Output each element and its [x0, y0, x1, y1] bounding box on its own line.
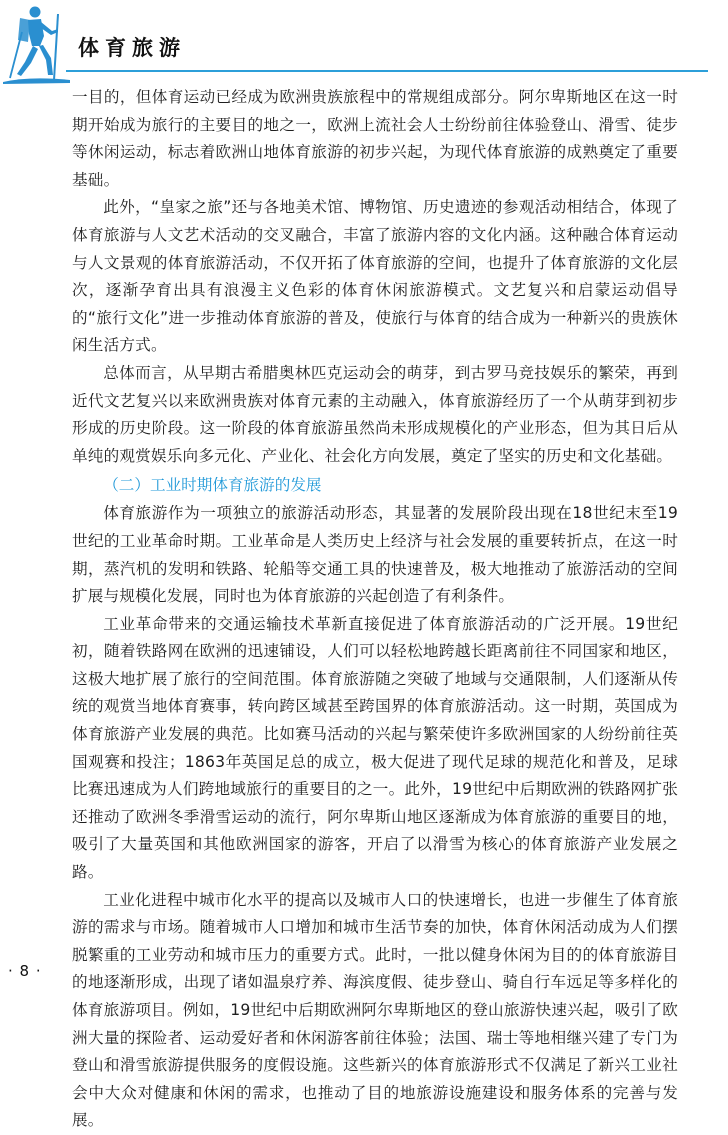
paragraph: 一目的，但体育运动已经成为欧洲贵族旅程中的常规组成部分。阿尔卑斯地区在这一时期开始成为旅行的主要目的地之一，欧洲上流社会人士纷纷前往体验登山、滑雪、徒步等休闲运动，标志着欧洲山地体育旅游的初步兴起，为现代体育旅游的成熟奠定了重要基础。 [72, 88, 678, 189]
header-title: 体育旅游 [78, 36, 186, 60]
page-content [72, 84, 678, 1135]
paragraph: 此外，“皇家之旅”还与各地美术馆、博物馆、历史遗迹的参观活动相结合，体现了体育旅游与人文艺术活动的交叉融合，丰富了旅游内容的文化内涵。这种融合体育运动与人文景观的体育旅游活动，不仅开拓了体育旅游的空间，也提升了体育旅游的文化层次，逐渐孕育出具有浪漫主义色彩的体育休闲旅游模式。文艺复兴和启蒙运动倡导的“旅行文化”进一步推动体育旅游的普及，使旅行与体育的结合成为一种新兴的贵族休闲生活方式。 [72, 198, 678, 355]
paragraph: 工业化进程中城市化水平的提高以及城市人口的快速增长，也进一步催生了体育旅游的需求与市场。随着城市人口增加和城市生活节奏的加快，体育休闲活动成为人们摆脱繁重的工业劳动和城市压力的重要方式。此时，一批以健身休闲为目的的体育旅游目的地逐渐形成，出现了诸如温泉疗养、海滨度假、徒步登山、骑自行车远足等多样化的体育旅游项目。例如，19世纪中后期欧洲阿尔卑斯地区的登山旅游快速兴起，吸引了欧洲大量的探险者、运动爱好者和休闲游客前往体验；法国、瑞士等地相继兴建了专门为登山和滑雪旅游提供服务的度假设施。这些新兴的体育旅游形式不仅满足了新兴工业社会中大众对健康和休闲的需求，也推动了目的地旅游设施建设和服务体系的完善与发展。 [72, 890, 678, 1130]
paragraph: 体育旅游作为一项独立的旅游活动形态，其显著的发展阶段出现在18世纪末至19世纪的工业革命时期。工业革命是人类历史上经济与社会发展的重要转折点，在这一时期，蒸汽机的发明和铁路、轮船等交通工具的快速普及，极大地推动了旅游活动的空间扩展与规模化发展，同时也为体育旅游的兴起创造了有利条件。 [72, 504, 678, 606]
hiker-icon [0, 2, 72, 84]
paragraph: 总体而言，从早期古希腊奥林匹克运动会的萌芽，到古罗马竞技娱乐的繁荣，再到近代文艺复兴以来欧洲贵族对体育元素的主动融入，体育旅游经历了一个从萌芽到初步形成的历史阶段。这一阶段的体育旅游虽然尚未形成规模化的产业形态，但为其日后从单纯的观赏娱乐向多元化、产业化、社会化方向发展，奠定了坚实的历史和文化基础。 [72, 363, 678, 465]
paragraph: 工业革命带来的交通运输技术革新直接促进了体育旅游活动的广泛开展。19世纪初，随着铁路网在欧洲的迅速铺设，人们可以轻松地跨越长距离前往不同国家和地区，这极大地扩展了旅行的空间范围。体育旅游随之突破了地域与交通限制，人们逐渐从传统的观赏当地体育赛事，转向跨区域甚至跨国界的体育旅游活动。这一时期，英国成为体育旅游产业发展的典范。比如赛马活动的兴起与繁荣使许多欧洲国家的人纷纷前往英国观赛和投注；1863年英国足总的成立，极大促进了现代足球的规范化和普及，足球比赛迅速成为人们跨地域旅行的重要目的之一。此外，19世纪中后期欧洲的铁路网扩张还推动了欧洲冬季滑雪运动的流行，阿尔卑斯山地区逐渐成为体育旅游的重要目的地，吸引了大量英国和其他欧洲国家的游客，开启了以滑雪为核心的体育旅游产业发展之路。 [72, 614, 678, 882]
header-rule [66, 70, 708, 72]
page-number: · 8 · [8, 962, 42, 980]
section-heading: （二）工业时期体育旅游的发展 [103, 476, 322, 495]
